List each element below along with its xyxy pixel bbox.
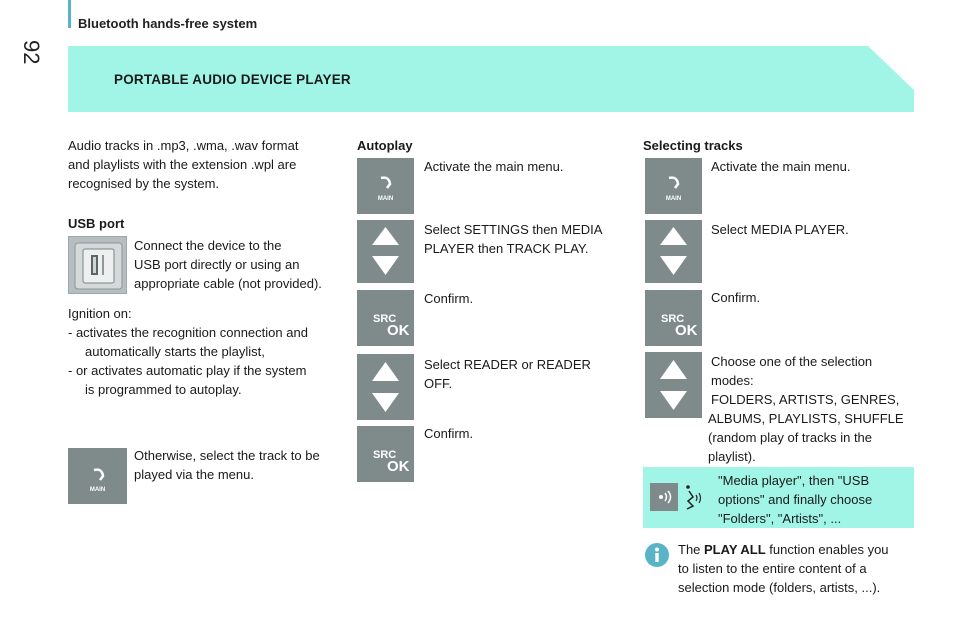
- bullet-line: - or activates automatic play if the system: [68, 363, 307, 378]
- bullet-line: is programmed to autoplay.: [85, 382, 242, 397]
- src-label: SRC: [373, 313, 397, 325]
- play-all-note: [678, 540, 889, 597]
- tracks-step-2: Select MEDIA PLAYER.: [711, 222, 849, 237]
- autoplay-heading: Autoplay: [357, 138, 413, 153]
- step-line: playlist).: [708, 449, 756, 464]
- note-line: to listen to the entire content of a: [678, 561, 867, 576]
- tracks-step-1: Activate the main menu.: [711, 159, 851, 174]
- step-line: Select READER or READER: [424, 357, 591, 372]
- note-rest: function enables you: [765, 542, 889, 557]
- info-icon: [645, 543, 669, 567]
- otherwise-line: played via the menu.: [134, 467, 254, 482]
- main-menu-button[interactable]: [645, 158, 702, 214]
- bullet-line: automatically starts the playlist,: [85, 344, 265, 359]
- step-line: OFF.: [424, 376, 453, 391]
- voice-line: "Folders", "Artists", ...: [718, 511, 842, 526]
- step-line: FOLDERS, ARTISTS, GENRES,: [711, 392, 900, 407]
- intro-line: and playlists with the extension .wpl are: [68, 157, 297, 172]
- page-number: 92: [19, 40, 44, 65]
- src-label: SRC: [373, 449, 397, 461]
- autoplay-step-5: Confirm.: [424, 426, 474, 441]
- up-down-arrows-button[interactable]: [357, 220, 414, 283]
- autoplay-step-2: [424, 220, 602, 258]
- section-header: Bluetooth hands-free system: [78, 16, 258, 31]
- page-title: PORTABLE AUDIO DEVICE PLAYER: [114, 72, 351, 87]
- usb-heading: USB port: [68, 216, 125, 231]
- step-line: PLAYER then TRACK PLAY.: [424, 241, 589, 256]
- arrow-down-icon: [660, 391, 687, 410]
- main-label: MAIN: [377, 196, 394, 202]
- usb-text-line: appropriate cable (not provided).: [134, 276, 322, 291]
- autoplay-step-1: Activate the main menu.: [424, 159, 564, 174]
- up-down-arrows-button[interactable]: [357, 354, 414, 420]
- ok-label: OK: [387, 322, 410, 339]
- usb-text: [134, 236, 322, 293]
- step-line: ALBUMS, PLAYLISTS, SHUFFLE: [708, 411, 904, 426]
- play-all-label: PLAY ALL: [704, 542, 766, 557]
- usb-port-image: [68, 236, 127, 294]
- note-line: selection mode (folders, artists, ...).: [678, 580, 881, 595]
- voice-line: options" and finally choose: [718, 492, 873, 507]
- up-down-arrows-button[interactable]: [645, 352, 702, 418]
- arrow-up-icon: [660, 227, 687, 245]
- bullet-1: [68, 323, 308, 361]
- otherwise-line: Otherwise, select the track to be: [134, 448, 320, 463]
- otherwise-text: [134, 446, 320, 484]
- arrow-up-icon: [372, 227, 399, 245]
- ignition-label: Ignition on:: [68, 306, 132, 321]
- note-prefix: The: [678, 542, 705, 557]
- tracks-step-4: [708, 352, 904, 466]
- bullet-2: [68, 361, 306, 399]
- selecting-tracks-heading: Selecting tracks: [643, 138, 743, 153]
- arrow-down-icon: [372, 256, 399, 275]
- step-line: (random play of tracks in the: [708, 430, 873, 445]
- up-down-arrows-button[interactable]: [645, 220, 702, 283]
- ok-label: OK: [675, 322, 698, 339]
- voice-command-button[interactable]: [650, 483, 678, 511]
- intro-line: Audio tracks in .mp3, .wma, .wav format: [68, 138, 299, 153]
- autoplay-step-4: [424, 355, 591, 393]
- step-line: Select SETTINGS then MEDIA: [424, 222, 603, 237]
- intro-text: [68, 136, 298, 193]
- usb-text-line: USB port directly or using an: [134, 257, 300, 272]
- src-ok-button[interactable]: [645, 290, 702, 346]
- note-line: [678, 540, 889, 559]
- step-line: modes:: [711, 373, 754, 388]
- tracks-step-3: Confirm.: [711, 290, 761, 305]
- main-label: MAIN: [89, 487, 106, 493]
- section-accent-bar: [68, 0, 71, 28]
- intro-line: recognised by the system.: [68, 176, 220, 191]
- voice-line: "Media player", then "USB: [718, 473, 870, 488]
- arrow-down-icon: [372, 393, 399, 412]
- autoplay-step-3: Confirm.: [424, 291, 474, 306]
- step-line: Choose one of the selection: [711, 354, 873, 369]
- src-ok-button[interactable]: [357, 426, 414, 482]
- arrow-up-icon: [372, 362, 399, 381]
- arrow-up-icon: [660, 360, 687, 379]
- main-label: MAIN: [665, 196, 682, 202]
- speaking-person-icon: [682, 482, 704, 512]
- usb-text-line: Connect the device to the: [134, 238, 282, 253]
- main-menu-button[interactable]: [357, 158, 414, 214]
- src-ok-button[interactable]: [357, 290, 414, 346]
- bullet-line: - activates the recognition connection and: [68, 325, 308, 340]
- main-menu-button[interactable]: [68, 448, 127, 504]
- src-label: SRC: [661, 313, 685, 325]
- arrow-down-icon: [660, 256, 687, 275]
- ok-label: OK: [387, 458, 410, 475]
- voice-command-text: [718, 471, 872, 528]
